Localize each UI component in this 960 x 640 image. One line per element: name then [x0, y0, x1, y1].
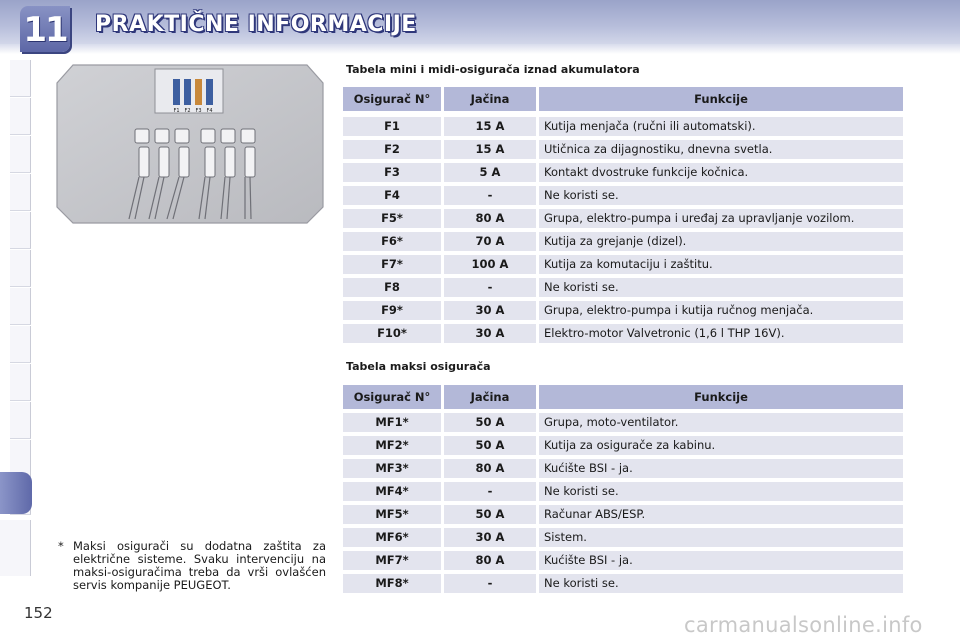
- chapter-badge: [20, 6, 70, 52]
- page-title: PRAKTIČNE INFORMACIJE: [95, 12, 417, 37]
- function-cell: Utičnica za dijagnostiku, dnevna svetla.: [539, 140, 903, 159]
- rating-cell: 15 A: [444, 140, 536, 159]
- function-cell: Kontakt dvostruke funkcije kočnica.: [539, 163, 903, 182]
- function-cell: Kutija menjača (ručni ili automatski).: [539, 117, 903, 136]
- fuse-number-cell: MF8*: [343, 574, 441, 593]
- rating-cell: 5 A: [444, 163, 536, 182]
- rating-cell: -: [444, 574, 536, 593]
- table-row: [343, 278, 903, 297]
- function-cell: Grupa, elektro-pumpa i uređaj za upravljanje vozilom.: [539, 209, 903, 228]
- rating-cell: -: [444, 482, 536, 501]
- function-cell: Kutija za komutaciju i zaštitu.: [539, 255, 903, 274]
- side-tab[interactable]: [10, 250, 31, 287]
- mini-fuse-label: F2: [184, 108, 191, 114]
- side-tab[interactable]: [10, 136, 31, 173]
- side-tab[interactable]: [10, 364, 31, 401]
- rating-cell: 30 A: [444, 301, 536, 320]
- side-tab[interactable]: [10, 326, 31, 363]
- rating-cell: -: [444, 186, 536, 205]
- function-cell: Kutija za osigurače za kabinu.: [539, 436, 903, 455]
- column-header-function: Funkcije: [539, 87, 903, 111]
- table-row: [343, 163, 903, 182]
- column-header-fuse: Osigurač N°: [343, 87, 441, 111]
- column-header-fuse: Osigurač N°: [343, 385, 441, 409]
- fuse-number-cell: F2: [343, 140, 441, 159]
- fuse-number-cell: F3: [343, 163, 441, 182]
- function-cell: Ne koristi se.: [539, 186, 903, 205]
- maxi-table-title: Tabela maksi osigurača: [346, 360, 491, 373]
- table-row: [343, 505, 903, 524]
- rating-cell: 80 A: [444, 459, 536, 478]
- page-number: 152: [24, 604, 53, 622]
- fuse-number-cell: MF2*: [343, 436, 441, 455]
- fuse-number-cell: F4: [343, 186, 441, 205]
- rating-cell: 100 A: [444, 255, 536, 274]
- fuse-number-cell: MF1*: [343, 413, 441, 432]
- table-row: [343, 140, 903, 159]
- mini-fuse-label: F3: [195, 108, 202, 114]
- mini-fuse-3: [195, 79, 202, 105]
- side-tab-active[interactable]: [0, 472, 32, 514]
- column-header-rating: Jačina: [444, 87, 536, 111]
- table-row: [343, 301, 903, 320]
- table-row: [343, 324, 903, 343]
- function-cell: Kućište BSI - ja.: [539, 459, 903, 478]
- function-cell: Ne koristi se.: [539, 482, 903, 501]
- column-header-function: Funkcije: [539, 385, 903, 409]
- rating-cell: 50 A: [444, 505, 536, 524]
- footnote-mark: *: [58, 539, 64, 553]
- table-row: [343, 255, 903, 274]
- table-row: [343, 209, 903, 228]
- fuse-number-cell: MF4*: [343, 482, 441, 501]
- side-tab[interactable]: [10, 98, 31, 135]
- table-row: [343, 482, 903, 501]
- footnote: [58, 540, 326, 592]
- rating-cell: 80 A: [444, 209, 536, 228]
- rating-cell: 70 A: [444, 232, 536, 251]
- rating-cell: -: [444, 278, 536, 297]
- rating-cell: 50 A: [444, 413, 536, 432]
- function-cell: Kutija za grejanje (dizel).: [539, 232, 903, 251]
- table-header-row: [343, 385, 903, 404]
- mini-fuse-table: [343, 87, 903, 341]
- fuse-number-cell: F1: [343, 117, 441, 136]
- fuse-number-cell: F6*: [343, 232, 441, 251]
- fuse-number-cell: F10*: [343, 324, 441, 343]
- mini-fuse-label: F1: [173, 108, 180, 114]
- column-header-rating: Jačina: [444, 385, 536, 409]
- table-header-row: [343, 87, 903, 106]
- function-cell: Računar ABS/ESP.: [539, 505, 903, 524]
- table-row: [343, 574, 903, 593]
- side-tab[interactable]: [10, 402, 31, 439]
- table-row: [343, 528, 903, 547]
- fuse-number-cell: F5*: [343, 209, 441, 228]
- table-row: [343, 436, 903, 455]
- mini-table-title: Tabela mini i midi-osigurača iznad akumulatora: [346, 63, 640, 76]
- table-row: [343, 413, 903, 432]
- watermark: carmanualsonline.info: [684, 613, 923, 637]
- fuse-number-cell: F7*: [343, 255, 441, 274]
- fuse-box-illustration: [55, 63, 325, 225]
- fuse-number-cell: F9*: [343, 301, 441, 320]
- mini-fuse-label: F4: [206, 108, 213, 114]
- table-row: [343, 459, 903, 478]
- function-cell: Grupa, moto-ventilator.: [539, 413, 903, 432]
- mini-fuse-1: [173, 79, 180, 105]
- fuse-number-cell: MF7*: [343, 551, 441, 570]
- side-tab[interactable]: [10, 60, 31, 97]
- footnote-text: Maksi osigurači su dodatna zaštita za električne sisteme. Svaku intervenciju na maksi-osiguračima treba da vrši ovlašćen servis kompanije PEUGEOT.: [73, 539, 326, 592]
- fuse-number-cell: F8: [343, 278, 441, 297]
- side-tab[interactable]: [10, 288, 31, 325]
- function-cell: Ne koristi se.: [539, 574, 903, 593]
- mini-fuse-2: [184, 79, 191, 105]
- side-tab[interactable]: [10, 174, 31, 211]
- chapter-number: 11: [23, 10, 67, 50]
- fuse-number-cell: MF6*: [343, 528, 441, 547]
- table-row: [343, 551, 903, 570]
- maxi-fuse-table: [343, 385, 903, 595]
- side-tab[interactable]: [10, 212, 31, 249]
- fuse-number-cell: MF5*: [343, 505, 441, 524]
- function-cell: Ne koristi se.: [539, 278, 903, 297]
- rating-cell: 30 A: [444, 528, 536, 547]
- function-cell: Grupa, elektro-pumpa i kutija ručnog menjača.: [539, 301, 903, 320]
- table-row: [343, 117, 903, 136]
- table-row: [343, 232, 903, 251]
- function-cell: Kućište BSI - ja.: [539, 551, 903, 570]
- rating-cell: 30 A: [444, 324, 536, 343]
- function-cell: Sistem.: [539, 528, 903, 547]
- rating-cell: 50 A: [444, 436, 536, 455]
- fuse-number-cell: MF3*: [343, 459, 441, 478]
- mini-fuse-4: [206, 79, 213, 105]
- side-tab-tail: [0, 520, 31, 576]
- function-cell: Elektro-motor Valvetronic (1,6 l THP 16V).: [539, 324, 903, 343]
- table-row: [343, 186, 903, 205]
- rating-cell: 80 A: [444, 551, 536, 570]
- rating-cell: 15 A: [444, 117, 536, 136]
- header-fade: [0, 44, 960, 54]
